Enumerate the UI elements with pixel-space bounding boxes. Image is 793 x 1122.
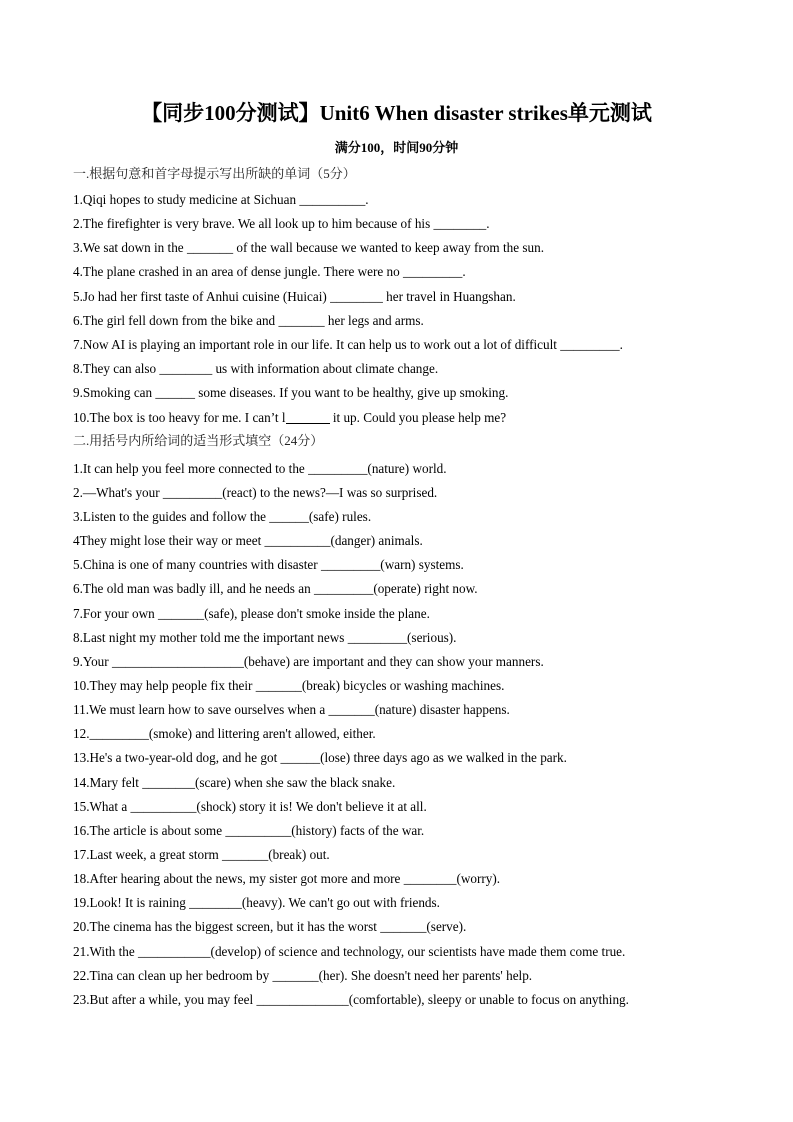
section1-item: 7.Now AI is playing an important role in our life. It can help us to work out a lot of difficult _________. <box>73 337 623 352</box>
section2-item: 11.We must learn how to save ourselves when a _______(nature) disaster happens. <box>73 702 510 717</box>
page-title: 【同步100分测试】Unit6 When disaster strikes单元测试 <box>141 101 652 125</box>
section2-item: 23.But after a while, you may feel ______________(comfortable), sleepy or unable to focus on anything. <box>73 992 629 1007</box>
section1-item: 5.Jo had her first taste of Anhui cuisine (Huicai) ________ her travel in Huangshan. <box>73 289 516 304</box>
section2-item: 16.The article is about some __________(history) facts of the war. <box>73 823 425 838</box>
section2-item: 13.He's a two-year-old dog, and he got ______(lose) three days ago as we walked in the park. <box>73 750 567 765</box>
section2-item: 21.With the ___________(develop) of science and technology, our scientists have made them come true. <box>73 944 626 959</box>
section2-heading: 二.用括号内所给词的适当形式填空（24分） <box>73 433 324 448</box>
section2-item: 22.Tina can clean up her bedroom by _______(her). She doesn't need her parents' help. <box>73 968 533 983</box>
page-subtitle: 满分100，时间90分钟 <box>334 140 459 155</box>
section1-item: 8.They can also ________ us with information about climate change. <box>73 361 439 376</box>
section2-item: 15.What a __________(shock) story it is! We don't believe it at all. <box>73 799 427 814</box>
section2-item: 9.Your ____________________(behave) are important and they can show your manners. <box>73 654 544 669</box>
section2-item: 10.They may help people fix their _______(break) bicycles or washing machines. <box>73 678 505 693</box>
section2-item: 4They might lose their way or meet __________(danger) animals. <box>73 533 423 548</box>
section1-item: 1.Qiqi hopes to study medicine at Sichuan __________. <box>73 192 369 207</box>
section2-item: 5.China is one of many countries with disaster _________(warn) systems. <box>73 557 464 572</box>
section2-item: 8.Last night my mother told me the important news _________(serious). <box>73 630 457 645</box>
section2-item: 7.For your own _______(safe), please don't smoke inside the plane. <box>73 606 430 621</box>
section1-item: 3.We sat down in the _______ of the wall because we wanted to keep away from the sun. <box>73 240 544 255</box>
section2-item: 12._________(smoke) and littering aren't allowed, either. <box>73 726 376 741</box>
item10-text-after: it up. Could you please help me? <box>332 410 507 425</box>
answer-blank <box>286 409 330 424</box>
section2-item: 18.After hearing about the news, my sister got more and more ________(worry). <box>73 871 501 886</box>
section2-item: 17.Last week, a great storm _______(break) out. <box>73 847 330 862</box>
item10-text-before: 10.The box is too heavy for me. I can’t l <box>73 410 286 425</box>
section1-item: 4.The plane crashed in an area of dense jungle. There were no _________. <box>73 264 466 279</box>
section2-item: 14.Mary felt ________(scare) when she saw the black snake. <box>73 775 396 790</box>
section1-item: 2.The firefighter is very brave. We all look up to him because of his ________. <box>73 216 490 231</box>
section1-heading: 一.根据句意和首字母提示写出所缺的单词（5分） <box>73 166 356 181</box>
section2-item: 2.—What's your _________(react) to the news?—I was so surprised. <box>73 485 438 500</box>
section1-item-10 <box>73 409 506 426</box>
section2-item: 19.Look! It is raining ________(heavy). We can't go out with friends. <box>73 895 440 910</box>
section2-item: 20.The cinema has the biggest screen, but it has the worst _______(serve). <box>73 919 467 934</box>
section1-item: 6.The girl fell down from the bike and _______ her legs and arms. <box>73 313 424 328</box>
section1-item: 9.Smoking can ______ some diseases. If you want to be healthy, give up smoking. <box>73 385 509 400</box>
section2-item: 3.Listen to the guides and follow the ______(safe) rules. <box>73 509 372 524</box>
section2-item: 1.It can help you feel more connected to the _________(nature) world. <box>73 461 447 476</box>
section2-item: 6.The old man was badly ill, and he needs an _________(operate) right now. <box>73 581 478 596</box>
